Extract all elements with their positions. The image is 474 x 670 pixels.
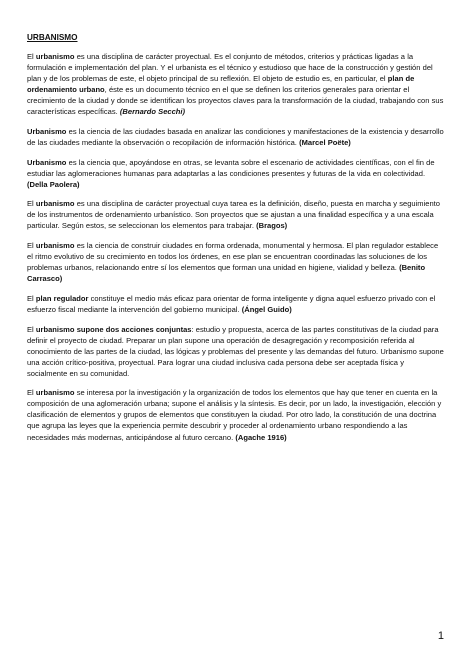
author-citation: (Della Paolera): [27, 179, 80, 189]
bold-term: urbanismo: [35, 52, 75, 61]
author-citation: (Bernardo Secchi): [119, 107, 186, 117]
text-segment: es una disciplina de carácter proyectual. Es el conjunto de métodos, criterios y prácticas ligadas a la formulación e implementación del plan. Y el urbanista es el técnico y estudioso que hace de la construcción y gestión del plan y de los problemas de este, el objeto principal de su reflexión. El objeto de estudio es, en particular, el: [27, 52, 433, 84]
document-page: [27, 32, 445, 451]
paragraph-bragos: [27, 198, 445, 231]
text-segment: se interesa por la investigación y la organización de todos los elementos que hay que tener en cuenta en la composición de una aglomeración urbana; supone el análisis y la síntesis. Es decir, por un lado, la investigación, elección y clasificación de elementos y grupos de elementos que constituyen la ciudad. Por otro lado, la constitución de una doctrina que agrupa las leyes que la experiencia permite descubrir y proceder al ordenamiento urbano respondiendo a las necesidades más modernas, anticipándose al futuro cercano.: [27, 388, 442, 442]
text-segment: El: [27, 199, 36, 209]
bold-term: Urbanismo: [27, 126, 67, 136]
bold-term: urbanismo: [35, 388, 75, 398]
text-segment: El: [27, 52, 36, 61]
author-citation: (Benito Carrasco): [27, 263, 426, 284]
page-title: URBANISMO: [27, 33, 78, 42]
text-segment: El: [27, 388, 36, 398]
author-citation: (Ángel Guido): [241, 304, 292, 314]
text-segment: El: [27, 293, 36, 303]
paragraph-secchi: [27, 51, 445, 117]
text-segment: , éste es un documento técnico en el que se definen los criterios generales para orientar el crecimiento de la ciudad y donde se identifican los proyectos claves para la transformación de la ciudad, trabajando con sus características específicas.: [27, 85, 444, 117]
bold-term: plan regulador: [35, 293, 89, 303]
text-segment: es la ciencia que, apoyándose en otras, se levanta sobre el escenario de actividades científicas, con el fin de estudiar las aglomeraciones humanas para adaptarlas a las condiciones presentes y futuras de la vida en colectividad.: [27, 157, 435, 178]
text-segment: El: [27, 241, 36, 251]
bold-term: plan de ordenamiento urbano: [27, 74, 415, 95]
paragraph-acciones-conjuntas: [27, 324, 445, 379]
paragraph-agache: [27, 387, 445, 442]
paragraph-guido: [27, 293, 445, 315]
author-citation: (Agache 1916): [235, 432, 287, 442]
text-segment: es la ciencia de las ciudades basada en analizar las condiciones y manifestaciones de la existencia y desarrollo de las ciudades mediante la observación o recopilación de información histórica.: [27, 126, 444, 147]
paragraph-carrasco: [27, 240, 445, 284]
bold-term: urbanismo supone dos acciones conjuntas: [35, 324, 192, 334]
paragraph-poete: [27, 126, 445, 148]
author-citation: (Bragos): [256, 221, 288, 231]
bold-term: urbanismo: [35, 199, 75, 209]
paragraph-della-paolera: [27, 157, 445, 190]
text-segment: : estudio y propuesta, acerca de las partes constitutivas de la ciudad para definir el proyecto de ciudad. Preparar un plan supone una operación de desagregación y recomposición referida al conocimiento de las partes de la ciudad, las lógicas y problemas del presente y las demandas del futuro. Urbanismo supone una acción crítico-positiva, proyectual. Para lograr una ciudad inclusiva cada persona debe ser aceptada física y socialmente en su comunidad.: [27, 324, 444, 378]
bold-term: urbanismo: [35, 241, 75, 251]
text-segment: constituye el medio más eficaz para orientar de forma inteligente y digna aquel esfuerzo privado con el esfuerzo fiscal mediante la intervención del gobierno municipal.: [27, 293, 436, 314]
page-number: 1: [437, 630, 444, 642]
text-segment: es la ciencia de construir ciudades en forma ordenada, monumental y hermosa. El plan regulador establece el ritmo evolutivo de su crecimiento en todos los órdenes, en ese plan se encuentran coordinadas las soluciones de los problemas urbanos, relacionando entre sí los elementos que forman una unidad en higiene, vialidad y belleza.: [27, 241, 439, 273]
text-segment: es una disciplina de carácter proyectual cuya tarea es la definición, diseño, puesta en marcha y seguimiento de los instrumentos de ordenamiento urbanístico. Son proyectos que se ajustan a una finalidad específica y a una escala particular. Según estos, se seleccionan los elementos para trabajar.: [27, 199, 440, 231]
bold-term: Urbanismo: [27, 157, 67, 167]
text-segment: El: [27, 324, 36, 334]
author-citation: (Marcel Poëte): [299, 137, 351, 147]
